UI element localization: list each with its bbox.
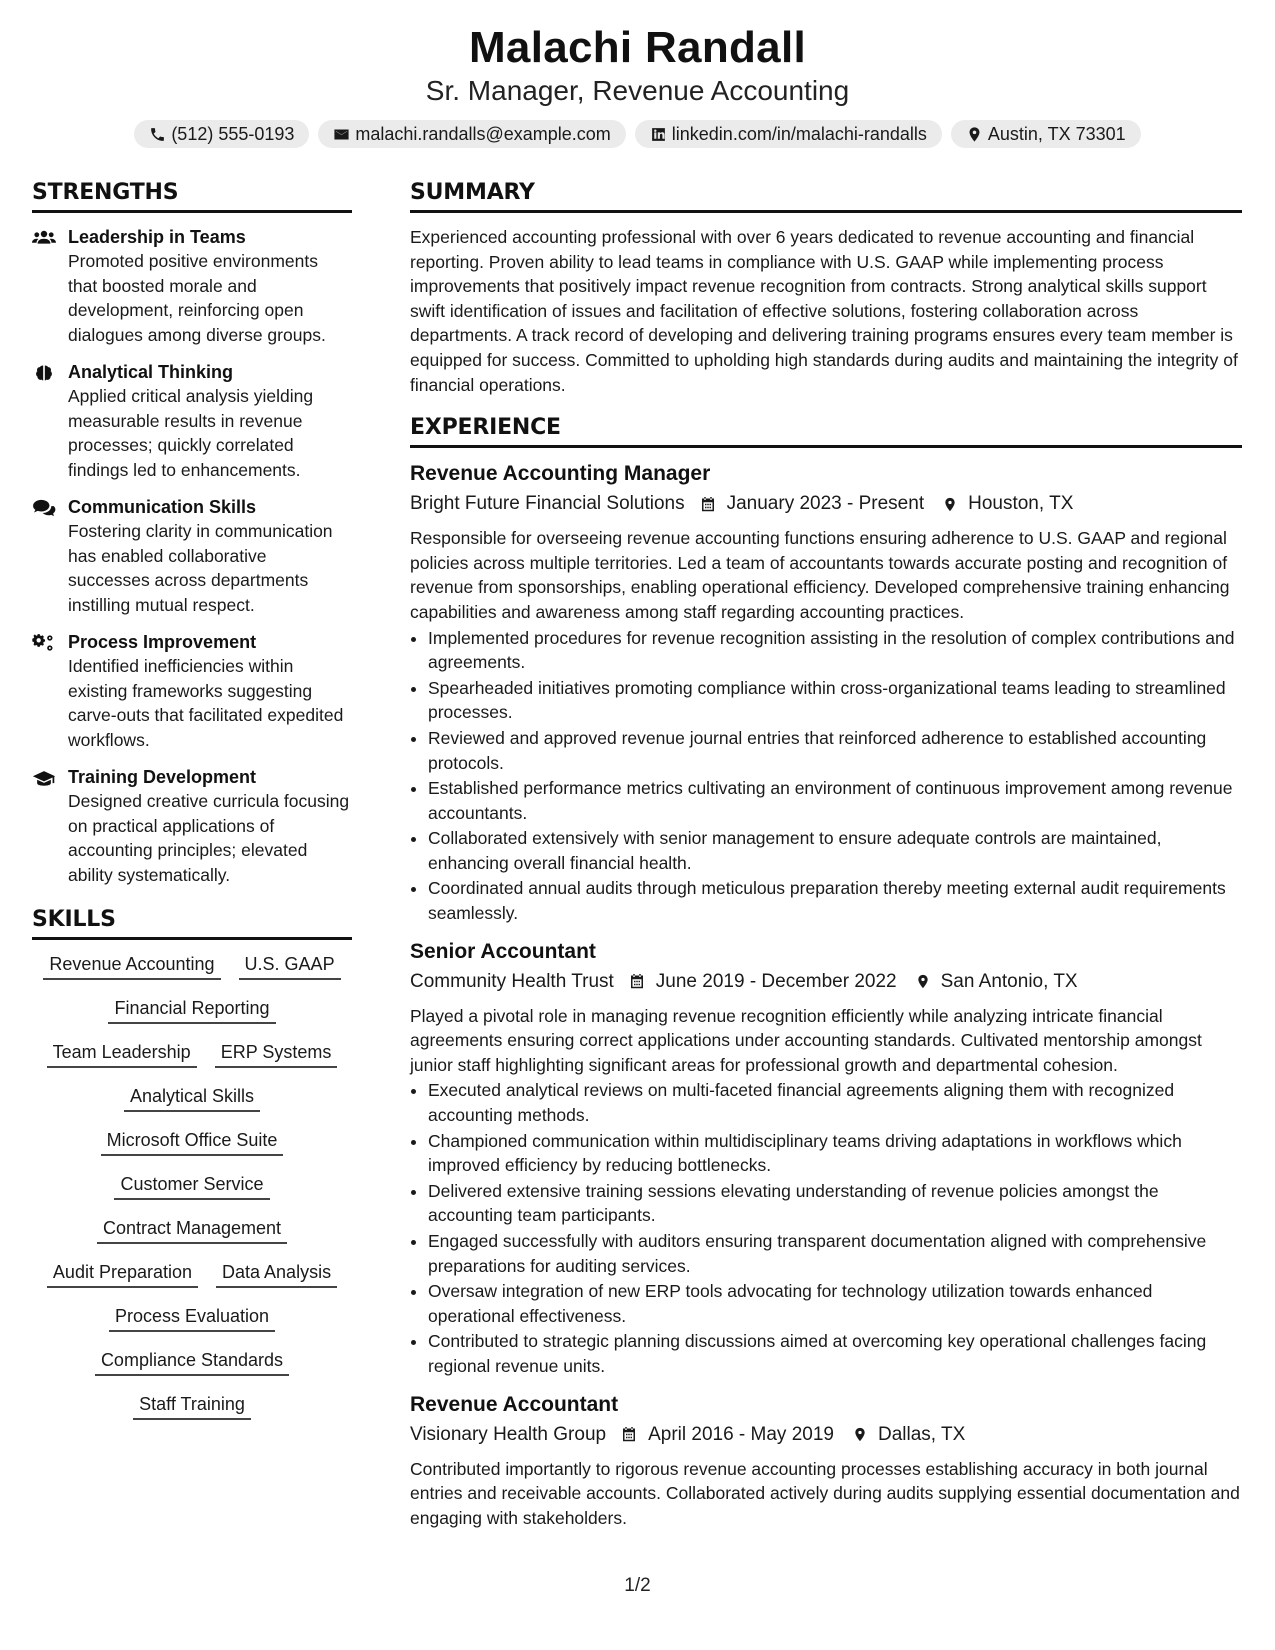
strength-title: Analytical Thinking [68,362,234,382]
list-item: • Executed analytical reviews on multi-faceted financial agreements aligning them with recognized accounting methods. [428,1078,1242,1127]
skill-tag: Process Evaluation [109,1304,275,1332]
job-company: Visionary Health Group [410,1423,607,1445]
contact-phone-text: (512) 555-0193 [171,123,295,144]
summary-text: Experienced accounting professional with over 6 years dedicated to revenue accounting and financial reporting. Proven ability to lead teams in compliance with U.S. GAAP while implementing process improvements that positively impact revenue recognition from contracts. Strong analytical skills support swift identification of issues and facilitation of effective solutions, fostering collaboration across departments. A track record of developing and delivering training programs ensures every team member is equipped for success. Committed to upholding high standards during audits and maintaining the integrity of financial operations. [410,227,1238,395]
candidate-title: Sr. Manager, Revenue Accounting [425,75,850,106]
list-item: • Oversaw integration of new ERP tools advocating for technology utilization towards enhanced operational effectiveness. [428,1279,1242,1328]
contact-phone[interactable] [134,120,309,148]
comments-icon [32,498,56,518]
strength-title: Training Development [68,767,257,787]
contact-location-text: Austin, TX 73301 [987,123,1126,144]
strength-desc: Fostering clarity in communication has enabled collaborative successes across departments instilling mutual respect. [68,521,333,615]
calendar-icon [699,495,717,514]
skill-tag: Audit Preparation [47,1260,198,1288]
calendar-icon [628,972,646,991]
skills-heading: SKILLS [32,905,352,940]
job-location: Dallas, TX [877,1423,966,1445]
strength-desc: Promoted positive environments that boosted morale and development, reinforcing open dialogues among diverse groups. [68,251,326,345]
job-bullets [410,1078,1242,1378]
skill-tag: Revenue Accounting [43,952,220,980]
job-entry [410,938,1242,1379]
linkedin-icon [650,126,667,143]
job-dates: April 2016 - May 2019 [648,1423,834,1445]
strength-item [32,225,352,347]
skill-tag: Microsoft Office Suite [101,1128,284,1156]
list-item: • Delivered extensive training sessions elevating understanding of revenue policies amongst the accounting team participants. [428,1179,1242,1228]
map-pin-icon [942,495,958,514]
skill-tag: Financial Reporting [108,996,275,1024]
job-description: Played a pivotal role in managing revenue recognition efficiently while analyzing intricate financial agreements ensuring correct applications under accounting standards. Cultivated mentorship amongst junior staff highlighting significant areas for professional growth and departmental cohesion. [410,1005,1202,1075]
job-role: Senior Accountant [410,939,596,963]
skill-tag: U.S. GAAP [239,952,341,980]
envelope-icon [333,126,350,143]
contact-location [951,120,1141,148]
strength-item [32,630,352,752]
contact-email-text: malachi.randalls@example.com [355,123,611,144]
left-column [32,178,352,1436]
job-dates: June 2019 - December 2022 [655,970,897,992]
strength-title: Communication Skills [68,497,257,517]
job-company: Community Health Trust [410,970,614,992]
right-column [410,178,1242,1542]
strength-item [32,495,352,617]
strengths-heading: STRENGTHS [32,178,352,213]
resume-header [0,22,1275,148]
list-item: • Collaborated extensively with senior management to ensure adequate controls are maintained, enhancing overall financial health. [428,826,1242,875]
job-location: San Antonio, TX [940,970,1078,992]
list-item: • Implemented procedures for revenue recognition assisting in the resolution of complex contributions and agreements. [428,626,1242,675]
strength-item [32,360,352,482]
skill-tag: Analytical Skills [124,1084,260,1112]
strength-desc: Designed creative curricula focusing on practical applications of accounting principles; elevated ability systematically. [68,791,350,885]
job-role: Revenue Accountant [410,1392,619,1416]
calendar-icon [620,1425,638,1444]
strength-title: Process Improvement [68,632,257,652]
map-pin-icon [852,1425,868,1444]
contact-linkedin[interactable] [635,120,942,148]
skill-tag: Contract Management [97,1216,287,1244]
job-role: Revenue Accounting Manager [410,462,711,486]
users-icon [32,228,56,248]
job-bullets [410,626,1242,926]
phone-icon [149,126,166,143]
job-dates: January 2023 - Present [726,493,925,515]
strength-item [32,765,352,887]
contact-email[interactable] [318,120,625,148]
skill-tag: Compliance Standards [95,1348,289,1376]
strength-desc: Applied critical analysis yielding measurable results in revenue processes; quickly correlated findings led to enhancements. [68,386,314,480]
skill-tag: ERP Systems [215,1040,338,1068]
skill-tag: Customer Service [114,1172,269,1200]
list-item: • Spearheaded initiatives promoting compliance within cross-organizational teams leading to streamlined processes. [428,676,1242,725]
job-meta [410,1419,1242,1451]
summary-heading: SUMMARY [410,178,1242,213]
job-entry [410,460,1242,926]
cogs-icon [32,633,56,653]
job-company: Bright Future Financial Solutions [410,493,685,515]
job-meta [410,966,1242,998]
job-location: Houston, TX [968,493,1074,515]
page-number: 1/2 [624,1575,651,1596]
brain-icon [32,363,56,383]
job-description: Contributed importantly to rigorous revenue accounting processes establishing accuracy in both journal entries and receivable accounts. Collaborated actively during audits supplying essential documentation and engaging with stakeholders. [410,1458,1240,1528]
list-item: • Championed communication within multidisciplinary teams driving adaptations in workflows which improved efficiency by reducing bottlenecks. [428,1129,1242,1178]
job-entry [410,1391,1242,1531]
graduation-cap-icon [32,768,56,788]
experience-heading: EXPERIENCE [410,413,1242,448]
strength-title: Leadership in Teams [68,227,246,247]
skills-list [32,952,352,1420]
strength-desc: Identified inefficiencies within existing frameworks suggesting carve-outs that facilitated expedited workflows. [68,656,344,750]
skill-tag: Data Analysis [216,1260,337,1288]
list-item: • Coordinated annual audits through meticulous preparation thereby meeting external audit requirements seamlessly. [428,876,1242,925]
list-item: • Established performance metrics cultivating an environment of continuous improvement among revenue accountants. [428,776,1242,825]
job-meta [410,488,1242,520]
map-pin-icon [915,972,931,991]
list-item: • Contributed to strategic planning discussions aimed at overcoming key operational challenges facing regional revenue units. [428,1329,1242,1378]
job-description: Responsible for overseeing revenue accounting functions ensuring adherence to U.S. GAAP and regional policies across multiple territories. Led a team of accountants towards accurate posting and recognition of revenue from sponsorships, enabling operational efficiency. Developed comprehensive training enhancing capabilities and awareness among staff regarding accounting practices. [410,528,1230,622]
skill-tag: Staff Training [133,1392,251,1420]
map-pin-icon [966,126,983,143]
contact-linkedin-text: linkedin.com/in/malachi-randalls [671,123,927,144]
list-item: • Reviewed and approved revenue journal entries that reinforced adherence to established accounting protocols. [428,726,1242,775]
contact-bar [0,120,1275,148]
skill-tag: Team Leadership [47,1040,197,1068]
list-item: • Engaged successfully with auditors ensuring transparent documentation aligned with comprehensive preparations for auditing services. [428,1229,1242,1278]
candidate-name: Malachi Randall [468,23,807,72]
